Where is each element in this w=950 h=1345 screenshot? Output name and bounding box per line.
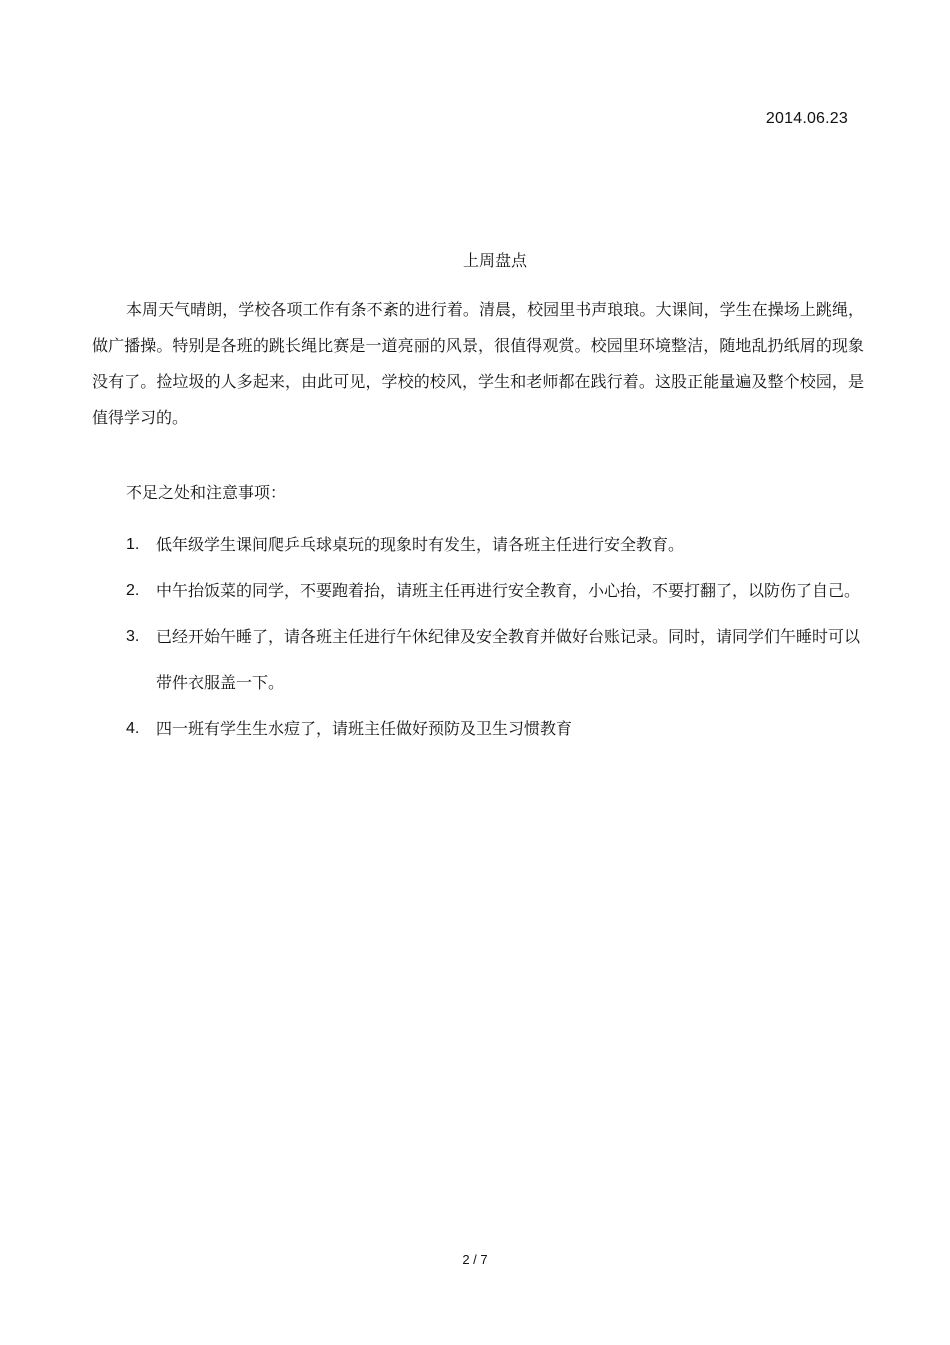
list-item bbox=[126, 522, 864, 568]
list-item bbox=[126, 568, 864, 614]
summary-paragraph: 本周天气晴朗，学校各项工作有条不紊的进行着。清晨，校园里书声琅琅。大课间，学生在操场上跳绳，做广播操。特别是各班的跳长绳比赛是一道亮丽的风景，很值得观赏。校园里环境整洁，随地乱扔纸屑的现象没有了。捡垃圾的人多起来，由此可见，学校的校风，学生和老师都在践行着。这股正能量遍及整个校园，是值得学习的。 bbox=[92, 300, 864, 427]
list-item-number: 3. bbox=[126, 628, 140, 645]
document-date: 2014.06.23 bbox=[765, 110, 848, 127]
list-item-text: 低年级学生课间爬乒乓球桌玩的现象时有发生，请各班主任进行安全教育。 bbox=[156, 535, 685, 554]
list-item bbox=[126, 706, 864, 752]
notes-heading: 不足之处和注意事项： bbox=[126, 483, 287, 502]
list-item-text: 中午抬饭菜的同学，不要跑着抬，请班主任再进行安全教育，小心抬，不要打翻了，以防伤了自己。 bbox=[156, 581, 861, 600]
page-number: 2 / 7 bbox=[462, 1252, 488, 1267]
list-item-text: 四一班有学生生水痘了，请班主任做好预防及卫生习惯教育 bbox=[156, 719, 573, 738]
list-item-number: 2. bbox=[126, 582, 140, 599]
list-item-number: 4. bbox=[126, 720, 140, 737]
list-item bbox=[126, 614, 864, 706]
document-title: 上周盘点 bbox=[462, 251, 527, 270]
list-item-text: 已经开始午睡了，请各班主任进行午休纪律及安全教育并做好台账记录。同时，请同学们午睡时可以带件衣服盖一下。 bbox=[156, 627, 861, 692]
notes-list bbox=[126, 522, 864, 752]
list-item-number: 1. bbox=[126, 536, 140, 553]
